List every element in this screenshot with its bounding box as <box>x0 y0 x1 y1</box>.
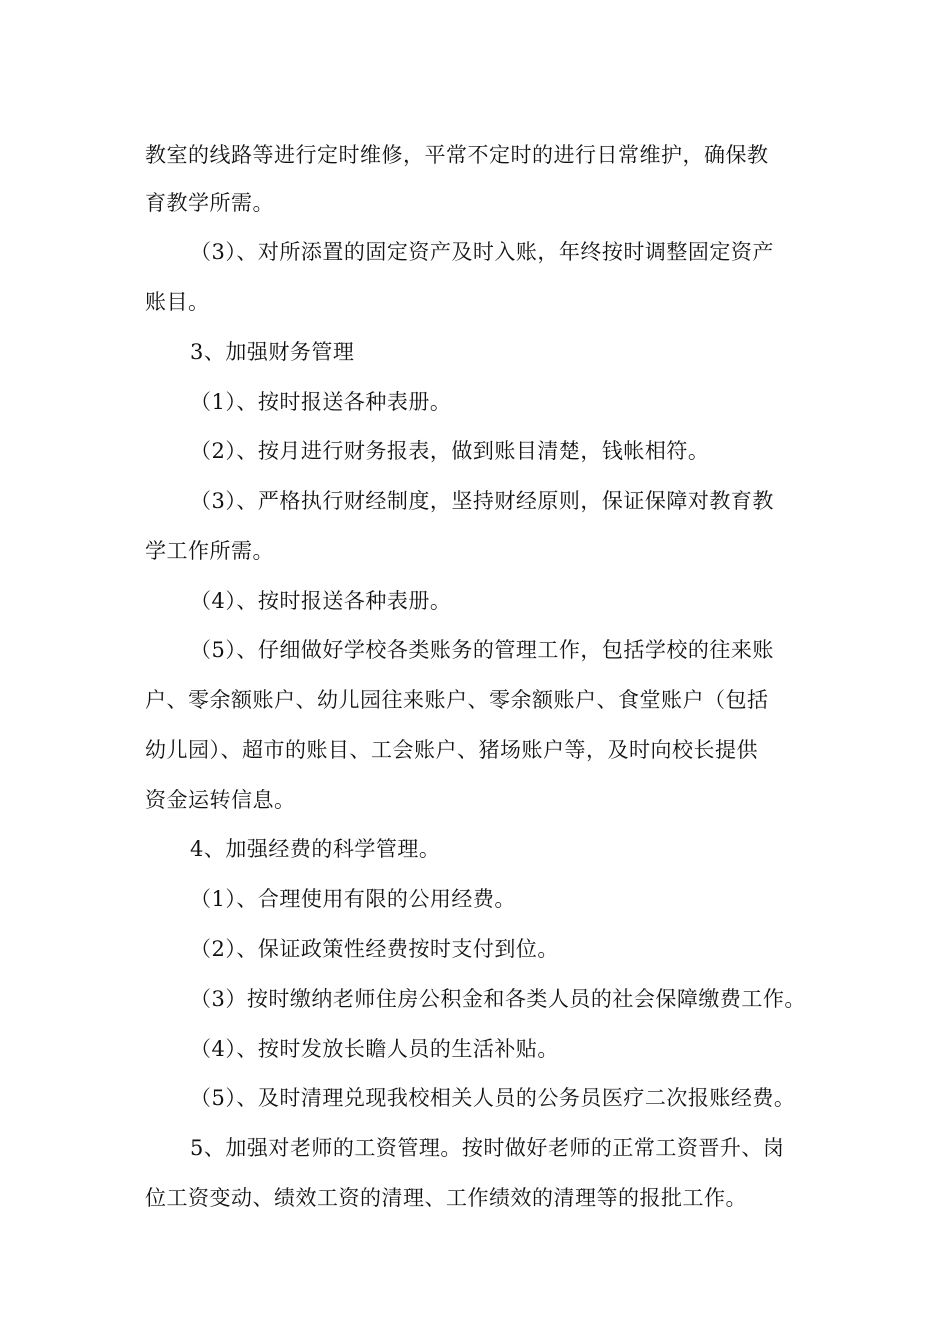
text-line: 资金运转信息。 <box>145 788 296 812</box>
text-line: （1）、合理使用有限的公用经费。 <box>190 887 516 911</box>
text-line: 户、零余额账户、幼儿园往来账户、零余额账户、食堂账户（包括 <box>145 688 769 712</box>
text-line: 育教学所需。 <box>145 191 274 215</box>
text-line: （4）、按时报送各种表册。 <box>190 589 452 613</box>
text-line: （3）、严格执行财经制度，坚持财经原则，保证保障对教育教 <box>190 489 774 513</box>
text-line: （3）、对所添置的固定资产及时入账，年终按时调整固定资产 <box>190 240 774 264</box>
text-line: （5）、仔细做好学校各类账务的管理工作，包括学校的往来账 <box>190 638 774 662</box>
section-heading: 3、加强财务管理 <box>190 340 355 364</box>
text-line: 位工资变动、绩效工资的清理、工作绩效的清理等的报批工作。 <box>145 1186 747 1210</box>
text-line: 幼儿园）、超市的账目、工会账户、猪场账户等，及时向校长提供 <box>145 738 758 762</box>
text-line: （5）、及时清理兑现我校相关人员的公务员医疗二次报账经费。 <box>190 1086 796 1110</box>
text-line: （4）、按时发放长瞻人员的生活补贴。 <box>190 1037 559 1061</box>
text-line: （2）、按月进行财务报表，做到账目清楚，钱帐相符。 <box>190 439 710 463</box>
section-heading: 5、加强对老师的工资管理。按时做好老师的正常工资晋升、岗 <box>190 1136 785 1160</box>
text-line: （2）、保证政策性经费按时支付到位。 <box>190 937 559 961</box>
text-line: （3）按时缴纳老师住房公积金和各类人员的社会保障缴费工作。 <box>190 987 806 1011</box>
text-line: 账目。 <box>145 290 210 314</box>
text-line: 学工作所需。 <box>145 539 274 563</box>
text-line: 教室的线路等进行定时维修，平常不定时的进行日常维护，确保教 <box>145 143 769 167</box>
text-line: （1）、按时报送各种表册。 <box>190 390 452 414</box>
section-heading: 4、加强经费的科学管理。 <box>190 837 441 861</box>
